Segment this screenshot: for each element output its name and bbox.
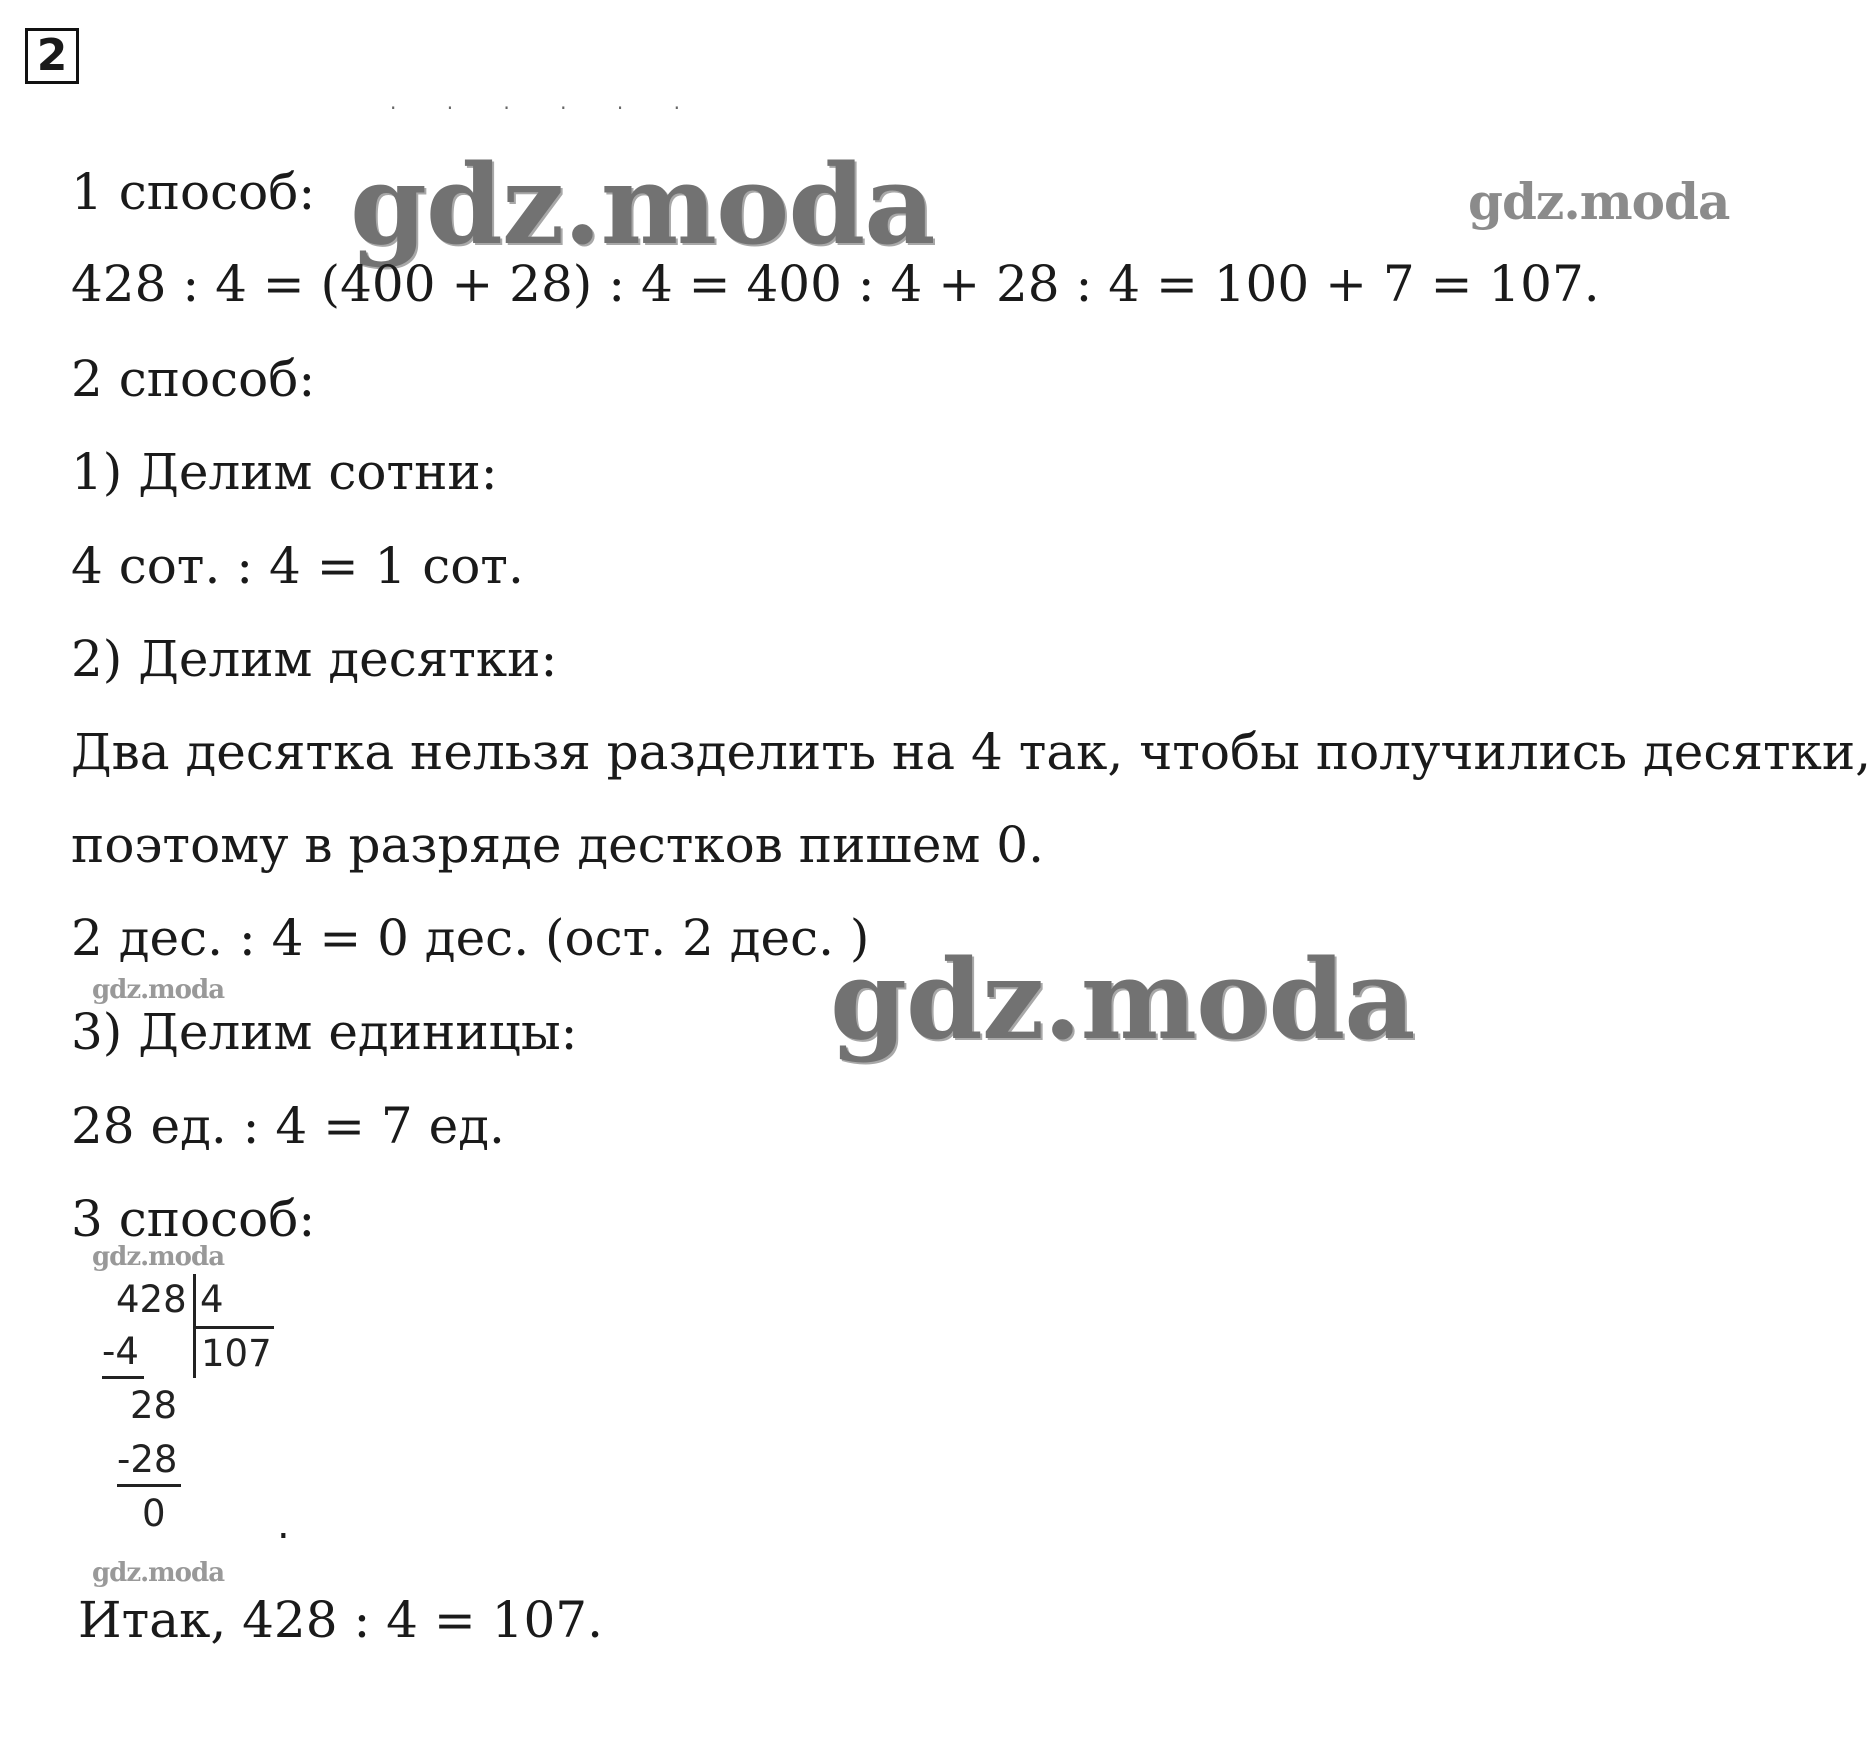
- task-number-box: 2: [25, 28, 79, 84]
- trailing-dot: .: [277, 1502, 290, 1548]
- method-2-title: 2 способ:: [71, 350, 316, 408]
- long-division-horizontal-bar: [195, 1326, 274, 1329]
- method-2-step-1-expression: 4 сот. : 4 = 1 сот.: [71, 537, 524, 595]
- long-division-subtrahend-2: -28: [117, 1438, 178, 1481]
- conclusion: Итак, 428 : 4 = 107.: [78, 1591, 603, 1649]
- method-2-step-2-text-1: Два десятка нельзя разделить на 4 так, чтобы получились десятки,: [71, 723, 1872, 781]
- watermark-large-top: gdz.moda: [350, 140, 935, 269]
- watermark-small-2: gdz.moda: [92, 1242, 225, 1272]
- faint-marks: · · · · · ·: [390, 96, 702, 120]
- long-division-quotient: 107: [201, 1332, 272, 1375]
- long-division-remainder-2: 0: [142, 1492, 166, 1535]
- method-2-step-2-text-2: поэтому в разряде дестков пишем 0.: [71, 816, 1044, 874]
- method-2-step-1: 1) Делим сотни:: [71, 443, 498, 501]
- long-division-dividend: 428: [116, 1278, 187, 1321]
- long-division-subtrahend-1: -4: [102, 1330, 139, 1373]
- method-2-step-3: 3) Делим единицы:: [71, 1003, 578, 1061]
- long-division-underline-1: [102, 1376, 144, 1379]
- watermark-large-middle: gdz.moda: [830, 935, 1415, 1064]
- method-1-title: 1 способ:: [71, 163, 316, 221]
- watermark-small-3: gdz.moda: [92, 1558, 225, 1588]
- method-2-step-3-expression: 28 ед. : 4 = 7 ед.: [71, 1097, 505, 1155]
- long-division-remainder-1: 28: [130, 1384, 178, 1427]
- long-division-divisor: 4: [200, 1278, 224, 1321]
- method-1-expression: 428 : 4 = (400 + 28) : 4 = 400 : 4 + 28 : 4 = 100 + 7 = 107.: [71, 255, 1600, 313]
- method-2-step-2: 2) Делим десятки:: [71, 630, 558, 688]
- method-3-title: 3 способ:: [71, 1190, 316, 1248]
- method-2-step-2-expression: 2 дес. : 4 = 0 дес. (ост. 2 дес. ): [71, 909, 870, 967]
- watermark-small-1: gdz.moda: [92, 975, 225, 1005]
- watermark-top-right: gdz.moda: [1468, 172, 1730, 231]
- long-division-underline-2: [117, 1484, 181, 1487]
